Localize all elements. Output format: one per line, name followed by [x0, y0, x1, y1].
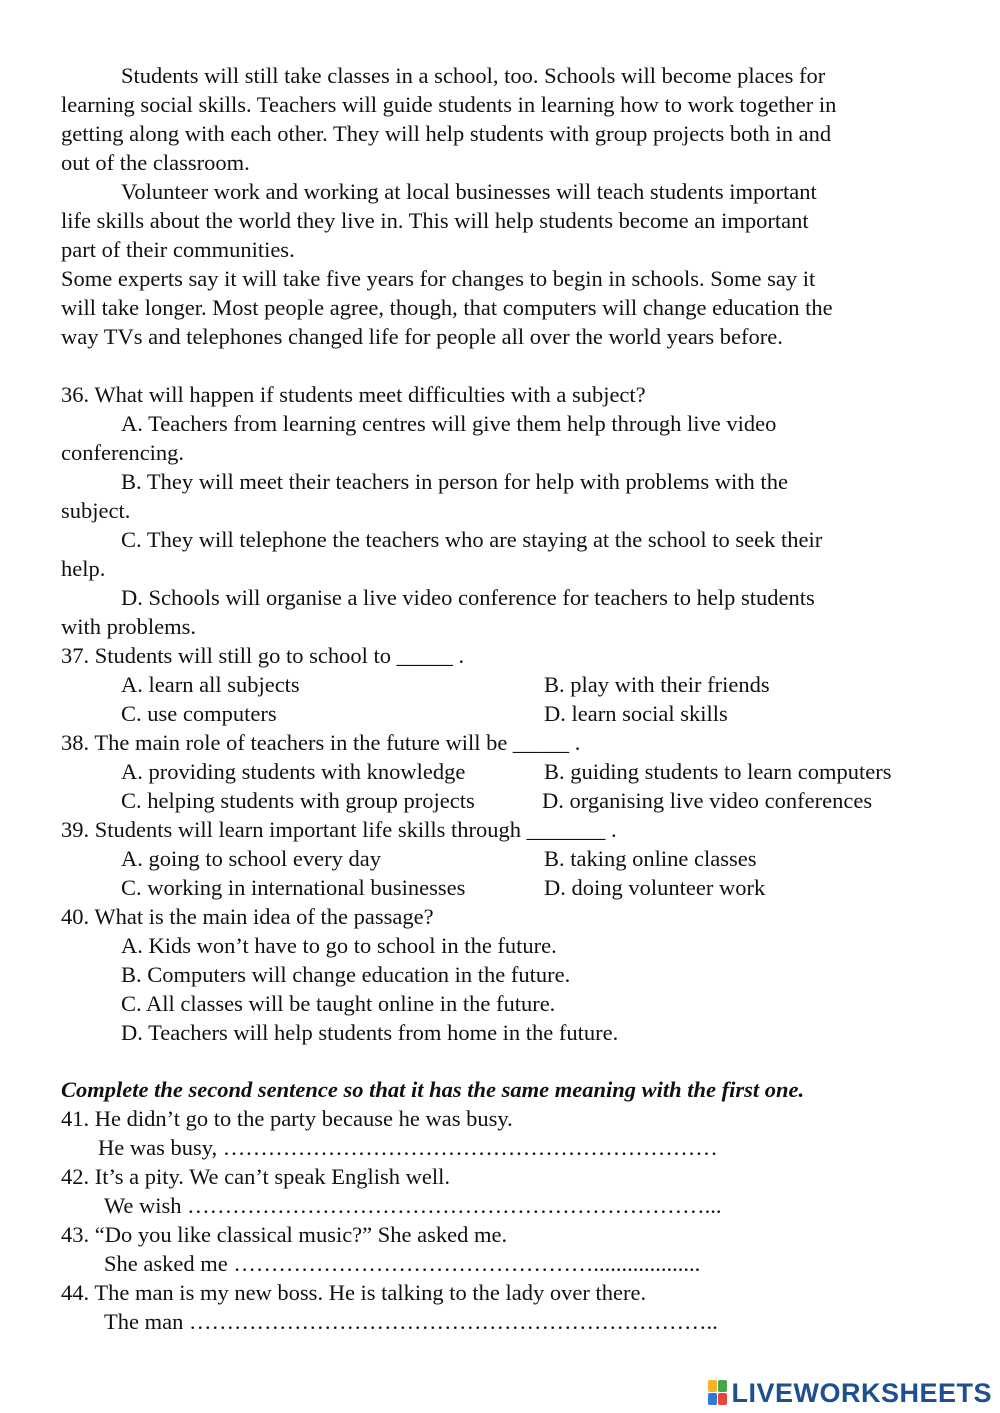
- passage-line: Volunteer work and working at local businesses will teach students important: [121, 179, 817, 204]
- q36-option-c[interactable]: C. They will telephone the teachers who are staying at the school to seek their: [121, 527, 823, 552]
- q36-option-c-cont: help.: [61, 556, 106, 581]
- q40-option-c[interactable]: C. All classes will be taught online in the future.: [121, 991, 556, 1016]
- logo-text: LIVEWORKSHEETS: [731, 1377, 992, 1408]
- q37-option-c[interactable]: C. use computers: [121, 701, 277, 726]
- passage-line: learning social skills. Teachers will guide students in learning how to work together in: [61, 92, 837, 117]
- logo-mark-icon: [708, 1380, 728, 1406]
- q39-option-b[interactable]: B. taking online classes: [544, 846, 757, 871]
- q40-option-a[interactable]: A. Kids won’t have to go to school in the future.: [121, 933, 557, 958]
- passage-line: life skills about the world they live in. This will help students become an important: [61, 208, 809, 233]
- q39-option-a[interactable]: A. going to school every day: [121, 846, 381, 871]
- rewrite-sentence-43: 43. “Do you like classical music?” She asked me.: [61, 1222, 508, 1247]
- q36-option-d[interactable]: D. Schools will organise a live video conference for teachers to help students: [121, 585, 815, 610]
- passage-line: getting along with each other. They will help students with group projects both in and: [61, 121, 832, 146]
- question-37: 37. Students will still go to school to _____ .: [61, 643, 465, 668]
- q37-option-a[interactable]: A. learn all subjects: [121, 672, 300, 697]
- question-39: 39. Students will learn important life skills through _______ .: [61, 817, 617, 842]
- rewrite-answer-43[interactable]: She asked me …………………………………………...................: [104, 1251, 701, 1276]
- rewrite-answer-42[interactable]: We wish ……………………………………………………………...: [104, 1193, 722, 1218]
- rewrite-sentence-42: 42. It’s a pity. We can’t speak English well.: [61, 1164, 450, 1189]
- passage-line: Some experts say it will take five years for changes to begin in schools. Some say it: [61, 266, 816, 291]
- passage-line: way TVs and telephones changed life for people all over the world years before.: [61, 324, 783, 349]
- q38-option-b[interactable]: B. guiding students to learn computers: [544, 759, 892, 784]
- question-40: 40. What is the main idea of the passage?: [61, 904, 434, 929]
- liveworksheets-logo: [708, 1377, 992, 1409]
- section-instruction: Complete the second sentence so that it has the same meaning with the first one.: [61, 1077, 805, 1102]
- rewrite-sentence-44: 44. The man is my new boss. He is talking to the lady over there.: [61, 1280, 647, 1305]
- q38-option-a[interactable]: A. providing students with knowledge: [121, 759, 466, 784]
- q40-option-b[interactable]: B. Computers will change education in the future.: [121, 962, 571, 987]
- rewrite-answer-41[interactable]: He was busy, …………………………………………………………: [98, 1135, 718, 1160]
- rewrite-sentence-41: 41. He didn’t go to the party because he was busy.: [61, 1106, 513, 1131]
- q39-option-d[interactable]: D. doing volunteer work: [544, 875, 766, 900]
- q36-option-a-cont: conferencing.: [61, 440, 185, 465]
- question-38: 38. The main role of teachers in the future will be _____ .: [61, 730, 581, 755]
- q36-option-a[interactable]: A. Teachers from learning centres will give them help through live video: [121, 411, 777, 436]
- passage-line: will take longer. Most people agree, though, that computers will change education the: [61, 295, 833, 320]
- passage-line: out of the classroom.: [61, 150, 250, 175]
- question-36: 36. What will happen if students meet difficulties with a subject?: [61, 382, 646, 407]
- passage-line: Students will still take classes in a school, too. Schools will become places for: [121, 63, 826, 88]
- rewrite-answer-44[interactable]: The man ……………………………………………………………..: [104, 1309, 718, 1334]
- q38-option-c[interactable]: C. helping students with group projects: [121, 788, 475, 813]
- q36-option-d-cont: with problems.: [61, 614, 196, 639]
- q37-option-d[interactable]: D. learn social skills: [544, 701, 728, 726]
- q37-option-b[interactable]: B. play with their friends: [544, 672, 770, 697]
- q40-option-d[interactable]: D. Teachers will help students from home in the future.: [121, 1020, 619, 1045]
- q36-option-b-cont: subject.: [61, 498, 131, 523]
- q36-option-b[interactable]: B. They will meet their teachers in person for help with problems with the: [121, 469, 788, 494]
- passage-line: part of their communities.: [61, 237, 295, 262]
- q39-option-c[interactable]: C. working in international businesses: [121, 875, 466, 900]
- q38-option-d[interactable]: D. organising live video conferences: [542, 788, 873, 813]
